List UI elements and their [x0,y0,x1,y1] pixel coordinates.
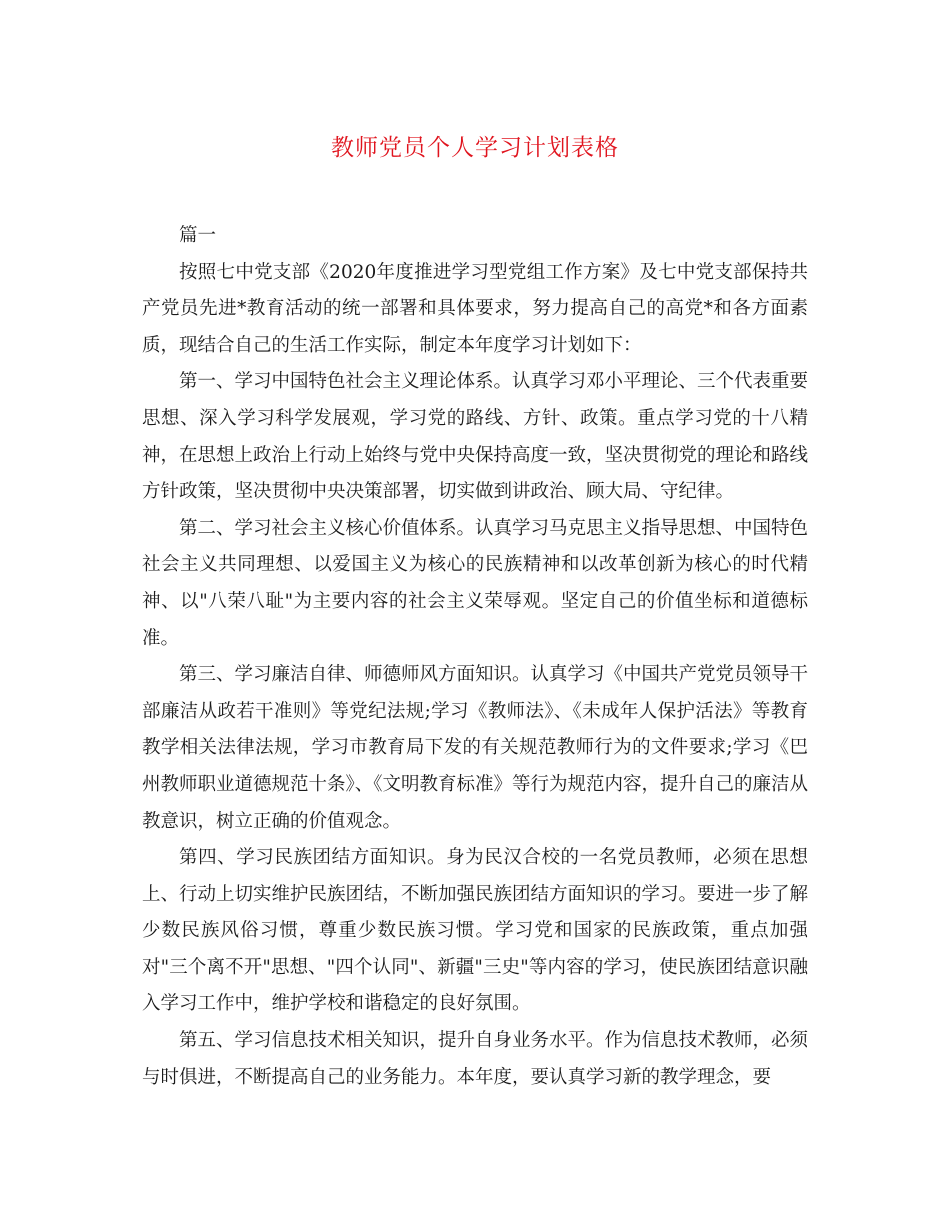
paragraph-fourth: 第四、学习民族团结方面知识。身为民汉合校的一名党员教师，必须在思想上、行动上切实维护民族团结，不断加强民族团结方面知识的学习。要进一步了解少数民族风俗习惯，尊重少数民族习惯。学习党和国家的民族政策，重点加强对"三个离不开"思想、"四个认同"、新疆"三史"等内容的学习，使民族团结意识融入学习工作中，维护学校和谐稳定的良好氛围。 [142,847,809,1015]
paragraph-second: 第二、学习社会主义核心价值体系。认真学习马克思主义指导思想、中国特色社会主义共同理想、以爱国主义为核心的民族精神和以改革创新为核心的时代精神、以"八荣八耻"为主要内容的社会主义荣辱观。坚定自己的价值坐标和道德标准。 [142,517,809,649]
section-heading: 篇一 [179,225,217,246]
intro-paragraph: 按照七中党支部《2020年度推进学习型党组工作方案》及七中党支部保持共产党员先进*教育活动的统一部署和具体要求，努力提高自己的高党*和各方面素质，现结合自己的生活工作实际，制定本年度学习计划如下： [142,261,808,356]
paragraph-third: 第三、学习廉洁自律、师德师风方面知识。认真学习《中国共产党党员领导干部廉洁从政若干准则》等党纪法规;学习《教师法》、《未成年人保护活法》等教育教学相关法律法规，学习市教育局下发的有关规范教师行为的文件要求;学习《巴州教师职业道德规范十条》、《文明教育标准》等行为规范内容，提升自己的廉洁从教意识，树立正确的价值观念。 [142,664,809,832]
paragraph-fifth: 第五、学习信息技术相关知识，提升自身业务水平。作为信息技术教师，必须与时俱进，不断提高自己的业务能力。本年度，要认真学习新的教学理念，要 [142,1030,809,1088]
document-title: 教师党员个人学习计划表格 [331,135,619,161]
document-body [142,218,808,1096]
paragraph-first: 第一、学习中国特色社会主义理论体系。认真学习邓小平理论、三个代表重要思想、深入学习科学发展观，学习党的路线、方针、政策。重点学习党的十八精神，在思想上政治上行动上始终与党中央保持高度一致，坚决贯彻党的理论和路线方针政策，坚决贯彻中央决策部署，切实做到讲政治、顾大局、守纪律。 [142,371,809,503]
